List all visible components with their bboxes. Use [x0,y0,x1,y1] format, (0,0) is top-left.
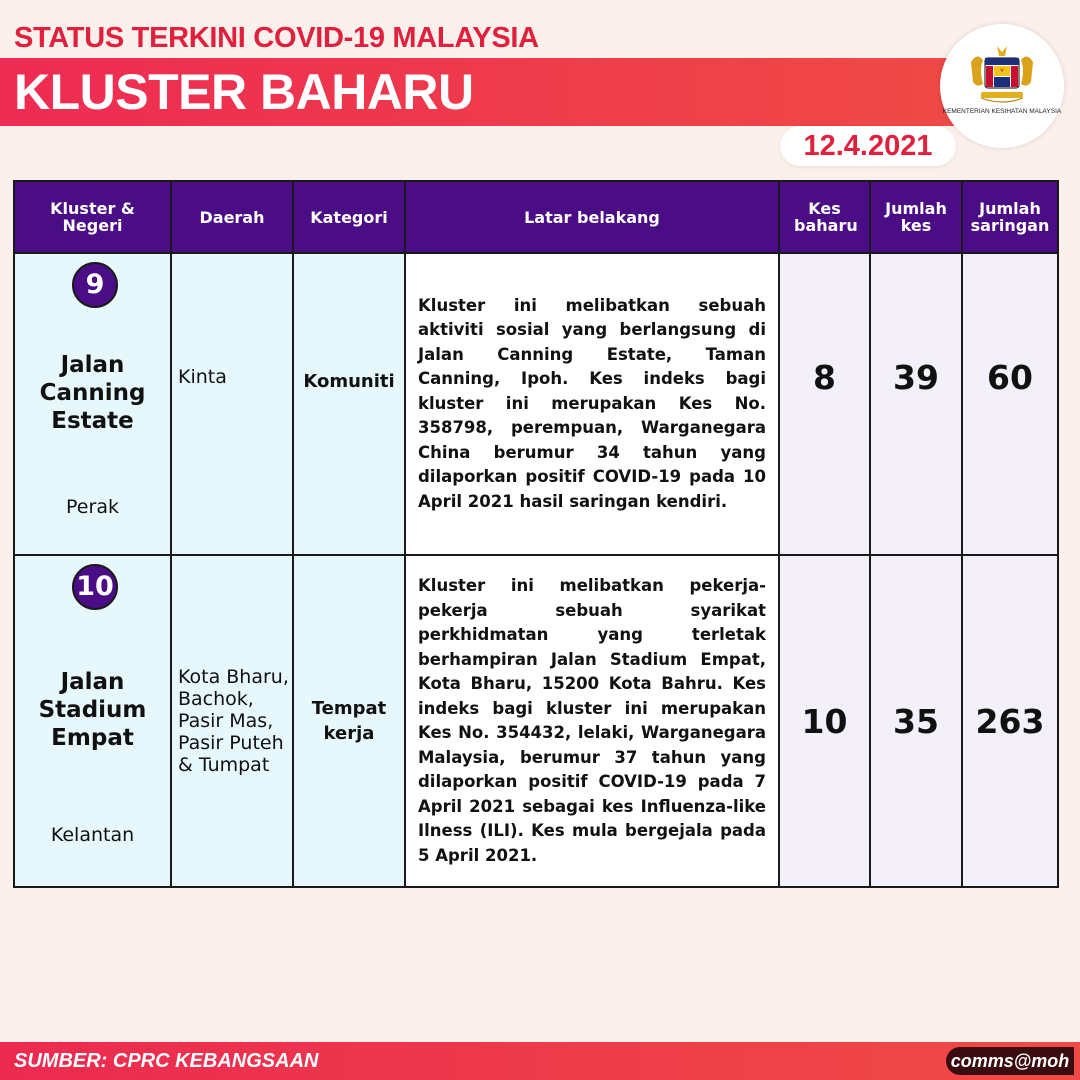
table-header-row [14,181,1058,253]
header-kategori: Kategori [293,181,405,253]
header-subtitle: STATUS TERKINI COVID-19 MALAYSIA [14,22,539,54]
cluster-name: Jalan Stadium Empat [38,669,147,751]
cluster-cell [14,555,171,887]
header-cluster: Kluster & Negeri [14,181,171,253]
date-badge: 12.4.2021 [780,126,956,166]
ministry-crest-icon [967,44,1037,108]
kategori-cell: Komuniti [293,253,405,555]
footer-bar [0,1042,1080,1080]
title-banner [0,58,1000,126]
kes-baharu-cell: 10 [779,555,870,887]
cluster-number-badge: 9 [72,262,118,308]
header-jumlah-kes: Jumlah kes [870,181,962,253]
daerah-cell: Kinta [171,253,293,555]
jumlah-saringan-cell: 263 [962,555,1058,887]
jumlah-kes-cell: 39 [870,253,962,555]
page-title: KLUSTER BAHARU [14,64,474,120]
latar-text: Kluster ini melibatkan pekerja-pekerja sebuah syarikat perkhidmatan yang terletak berhampiran Jalan Stadium Empat, Kota Bharu, 15200 Kota Bahru. Kes indeks bagi kluster ini merupakan Kes No. 354432, lelaki, Warganegara Malaysia, berumur 37 tahun yang dilaporkan positif COVID-19 pada 7 April 2021 sebagai kes Influenza-like Ilness (ILI). Kes mula bergejala pada 5 April 2021. [418,576,766,865]
footer-source: SUMBER: CPRC KEBANGSAAN [14,1050,319,1072]
cluster-number-badge: 10 [72,564,118,610]
header-kes-baharu: Kes baharu [779,181,870,253]
latar-cell [405,555,779,887]
latar-text: Kluster ini melibatkan sebuah aktiviti sosial yang berlangsung di Jalan Canning Estate, Taman Canning, Ipoh. Kes indeks bagi kluster ini merupakan Kes No. 358798, perempuan, Warganegara China berumur 34 tahun yang dilaporkan positif COVID-19 pada 10 April 2021 hasil saringan kendiri. [418,295,766,511]
header-jumlah-saringan: Jumlah saringan [962,181,1058,253]
cluster-name: Jalan Canning Estate [39,352,146,434]
latar-cell [405,253,779,555]
table-row [14,253,1058,555]
cluster-state: Kelantan [50,824,135,846]
header-latar: Latar belakang [405,181,779,253]
cluster-state: Perak [66,496,119,518]
cluster-table [13,180,1059,888]
table-row [14,555,1058,887]
cluster-cell [14,253,171,555]
header-daerah: Daerah [171,181,293,253]
jumlah-saringan-cell: 60 [962,253,1058,555]
daerah-cell: Kota Bharu, Bachok, Pasir Mas, Pasir Puteh & Tumpat [171,555,293,887]
logo-caption: KEMENTERIAN KESIHATAN MALAYSIA [942,108,1062,115]
ministry-logo [940,24,1064,148]
jumlah-kes-cell: 35 [870,555,962,887]
kes-baharu-cell: 8 [779,253,870,555]
kategori-cell: Tempat kerja [293,555,405,887]
footer-handle: comms@moh [946,1047,1074,1075]
